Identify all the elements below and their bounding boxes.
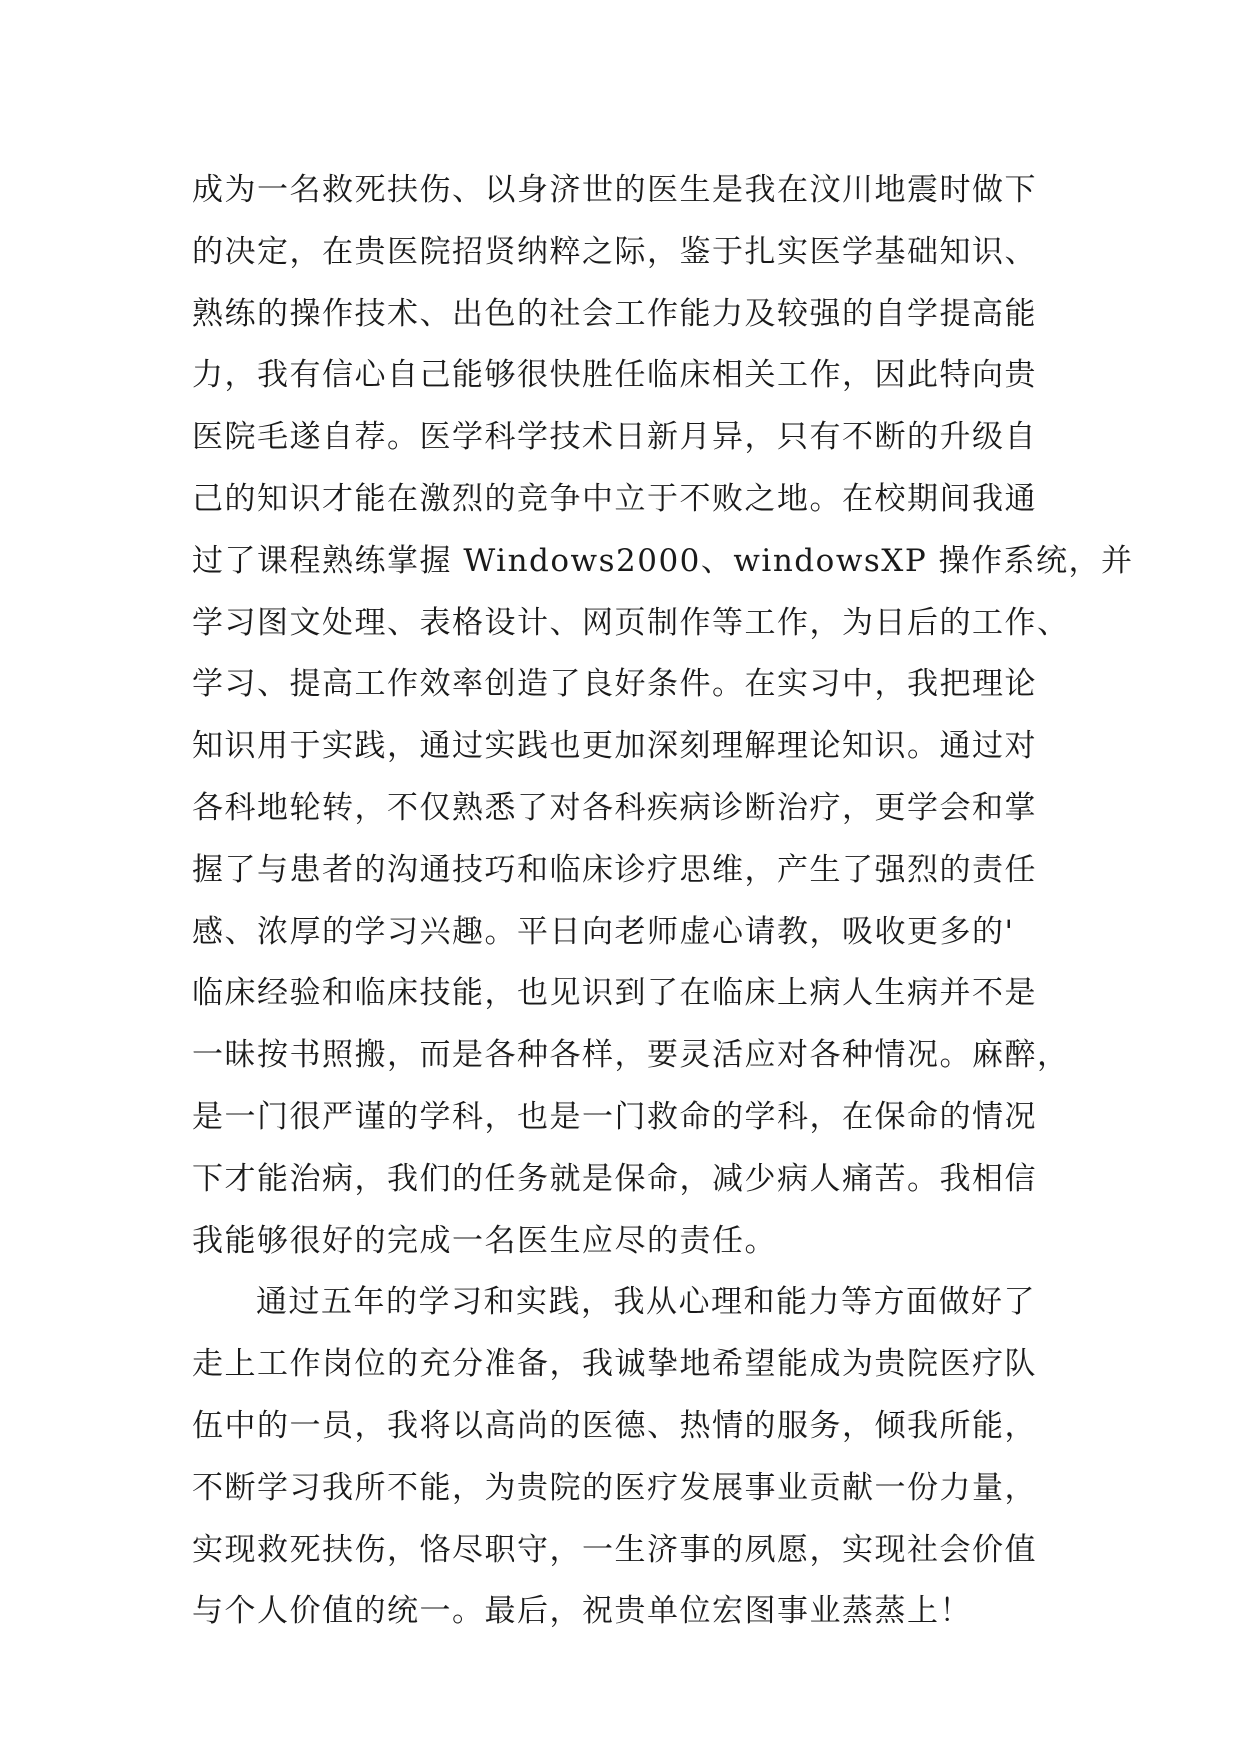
text-line: 己的知识才能在激烈的竞争中立于不败之地。在校期间我通	[192, 480, 1037, 517]
text-line: 成为一名救死扶伤、以身济世的医生是我在汶川地震时做下	[192, 172, 1037, 208]
text-line: 与个人价值的统一。最后，祝贵单位宏图事业蒸蒸上！	[192, 1593, 972, 1630]
text-line: 我能够很好的完成一名医生应尽的责任。	[192, 1222, 777, 1259]
text-line: 不断学习我所不能，为贵院的医疗发展事业贡献一份力量，	[192, 1469, 1037, 1506]
text-line: 过了课程熟练掌握 Windows2000、windowsXP 操作系统，并	[192, 542, 1134, 579]
text-line: 临床经验和临床技能，也见识到了在临床上病人生病并不是	[192, 975, 1037, 1012]
text-line: 握了与患者的沟通技巧和临床诊疗思维，产生了强烈的责任	[192, 851, 1037, 888]
text-line: 知识用于实践，通过实践也更加深刻理解理论知识。通过对	[192, 728, 1037, 765]
text-line: 走上工作岗位的充分准备，我诚挚地希望能成为贵院医疗队	[192, 1346, 1037, 1383]
text-line: 的决定，在贵医院招贤纳粹之际，鉴于扎实医学基础知识、	[192, 233, 1037, 270]
text-line: 感、浓厚的学习兴趣。平日向老师虚心请教，吸收更多的'	[192, 913, 1015, 950]
text-line: 熟练的操作技术、出色的社会工作能力及较强的自学提高能	[192, 295, 1037, 332]
text-line: 一昧按书照搬，而是各种各样，要灵活应对各种情况。麻醉，	[192, 1037, 1070, 1074]
text-line: 学习、提高工作效率创造了良好条件。在实习中，我把理论	[192, 666, 1037, 703]
text-line: 是一门很严谨的学科，也是一门救命的学科，在保命的情况	[192, 1098, 1037, 1135]
paragraph-start-line: 通过五年的学习和实践，我从心理和能力等方面做好了	[256, 1284, 1036, 1321]
text-line: 力，我有信心自己能够很快胜任临床相关工作，因此特向贵	[192, 357, 1037, 394]
text-line: 各科地轮转，不仅熟悉了对各科疾病诊断治疗，更学会和掌	[192, 789, 1037, 826]
text-line: 伍中的一员，我将以高尚的医德、热情的服务，倾我所能，	[192, 1407, 1037, 1444]
text-line: 实现救死扶伤，恪尽职守，一生济事的夙愿，实现社会价值	[192, 1531, 1037, 1568]
body-text	[192, 160, 1134, 1643]
text-line: 下才能治病，我们的任务就是保命，减少病人痛苦。我相信	[192, 1160, 1037, 1197]
text-line: 学习图文处理、表格设计、网页制作等工作，为日后的工作、	[192, 604, 1070, 641]
text-line: 医院毛遂自荐。医学科学技术日新月异，只有不断的升级自	[192, 419, 1037, 456]
